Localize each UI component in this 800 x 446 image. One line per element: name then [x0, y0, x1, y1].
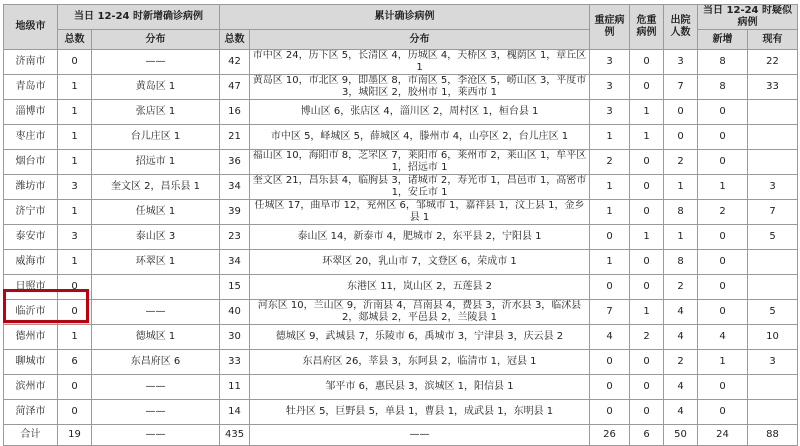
discharged-cell: 2: [664, 150, 698, 175]
cum-distribution-cell: 东港区 11，岚山区 2，五莲县 2: [250, 275, 590, 300]
cum-total-cell: 33: [220, 350, 250, 375]
current-suspect-cell: 33: [748, 75, 798, 100]
table-row: [4, 150, 798, 175]
new-distribution-cell: 泰山区 3: [92, 225, 220, 250]
severe-cell: 1: [590, 175, 630, 200]
city-cell: 枣庄市: [4, 125, 58, 150]
table-row: [4, 175, 798, 200]
new-total-cell: 0: [58, 275, 92, 300]
cum-distribution-cell: 市中区 5，峄城区 5，薛城区 4，滕州市 4，山亭区 2，台儿庄区 1: [250, 125, 590, 150]
new-total-cell: 3: [58, 175, 92, 200]
critical-cell: 0: [630, 375, 664, 400]
critical-cell: 0: [630, 350, 664, 375]
new-total-cell: 3: [58, 225, 92, 250]
new-total-cell: 1: [58, 250, 92, 275]
new-distribution-cell: 东昌府区 6: [92, 350, 220, 375]
table-row: [4, 75, 798, 100]
header-cum-total: 总数: [220, 30, 250, 50]
cum-distribution-cell: 任城区 17，曲阜市 12，兖州区 6，邹城市 1，嘉祥县 1，汶上县 1，金乡县 1: [250, 200, 590, 225]
covid-cases-table: [3, 4, 798, 446]
critical-cell: 0: [630, 75, 664, 100]
total-new-distribution-cell: ——: [92, 425, 220, 446]
new-total-cell: 0: [58, 400, 92, 425]
discharged-cell: 4: [664, 400, 698, 425]
cum-total-cell: 34: [220, 175, 250, 200]
cum-total-cell: 16: [220, 100, 250, 125]
discharged-cell: 1: [664, 175, 698, 200]
cum-distribution-cell: 黄岛区 10，市北区 9，即墨区 8，市南区 5，李沧区 5，崂山区 3，平度市 3，城阳区 2，胶州市 1，莱西市 1: [250, 75, 590, 100]
new-distribution-cell: ——: [92, 50, 220, 75]
severe-cell: 3: [590, 75, 630, 100]
table-row: [4, 200, 798, 225]
current-suspect-cell: 5: [748, 300, 798, 325]
new-total-cell: 1: [58, 75, 92, 100]
discharged-cell: 0: [664, 100, 698, 125]
critical-cell: 0: [630, 400, 664, 425]
new-suspect-cell: 0: [698, 250, 748, 275]
new-suspect-cell: 0: [698, 225, 748, 250]
cum-total-cell: 42: [220, 50, 250, 75]
new-suspect-cell: 1: [698, 175, 748, 200]
severe-cell: 1: [590, 200, 630, 225]
header-cum-distribution: 分布: [250, 30, 590, 50]
critical-cell: 2: [630, 325, 664, 350]
header-new-distribution: 分布: [92, 30, 220, 50]
table-row: [4, 50, 798, 75]
new-suspect-cell: 0: [698, 375, 748, 400]
severe-cell: 0: [590, 400, 630, 425]
severe-cell: 0: [590, 225, 630, 250]
severe-cell: 3: [590, 100, 630, 125]
current-suspect-cell: [748, 400, 798, 425]
current-suspect-cell: 7: [748, 200, 798, 225]
total-new-total-cell: 19: [58, 425, 92, 446]
critical-cell: 0: [630, 250, 664, 275]
header-severe: 重症病例: [590, 5, 630, 50]
table-row: [4, 100, 798, 125]
table-row: [4, 225, 798, 250]
new-suspect-cell: 4: [698, 325, 748, 350]
new-total-cell: 1: [58, 200, 92, 225]
current-suspect-cell: 10: [748, 325, 798, 350]
severe-cell: 0: [590, 350, 630, 375]
new-suspect-cell: 0: [698, 300, 748, 325]
cum-total-cell: 47: [220, 75, 250, 100]
current-suspect-cell: 3: [748, 175, 798, 200]
table-row: [4, 300, 798, 325]
current-suspect-cell: 5: [748, 225, 798, 250]
discharged-cell: 0: [664, 125, 698, 150]
header-discharged: 出院人数: [664, 5, 698, 50]
new-distribution-cell: [92, 275, 220, 300]
total-city-cell: 合计: [4, 425, 58, 446]
header-current-suspect: 现有: [748, 30, 798, 50]
severe-cell: 7: [590, 300, 630, 325]
cum-distribution-cell: 东昌府区 26，莘县 3，东阿县 2，临清市 1，冠县 1: [250, 350, 590, 375]
new-distribution-cell: 黄岛区 1: [92, 75, 220, 100]
current-suspect-cell: [748, 125, 798, 150]
new-suspect-cell: 0: [698, 150, 748, 175]
header-critical: 危重病例: [630, 5, 664, 50]
city-cell: 德州市: [4, 325, 58, 350]
new-distribution-cell: 德城区 1: [92, 325, 220, 350]
table-row: [4, 375, 798, 400]
cum-total-cell: 30: [220, 325, 250, 350]
discharged-cell: 3: [664, 50, 698, 75]
new-total-cell: 0: [58, 50, 92, 75]
critical-cell: 0: [630, 175, 664, 200]
cum-total-cell: 14: [220, 400, 250, 425]
city-cell: 临沂市: [4, 300, 58, 325]
table-row: [4, 350, 798, 375]
cum-distribution-cell: 德城区 9，武城县 7，乐陵市 6，禹城市 3，宁津县 3，庆云县 2: [250, 325, 590, 350]
severe-cell: 1: [590, 125, 630, 150]
total-cum-distribution-cell: ——: [250, 425, 590, 446]
new-suspect-cell: 0: [698, 125, 748, 150]
discharged-cell: 8: [664, 250, 698, 275]
table-row: [4, 325, 798, 350]
current-suspect-cell: [748, 375, 798, 400]
new-distribution-cell: 招远市 1: [92, 150, 220, 175]
new-distribution-cell: 奎文区 2，昌乐县 1: [92, 175, 220, 200]
new-suspect-cell: 2: [698, 200, 748, 225]
cum-distribution-cell: 河东区 10，兰山区 9，沂南县 4，莒南县 4，费县 3，沂水县 3，临沭县 2，郯城县 2，平邑县 2，兰陵县 1: [250, 300, 590, 325]
discharged-cell: 2: [664, 350, 698, 375]
discharged-cell: 4: [664, 375, 698, 400]
new-total-cell: 1: [58, 125, 92, 150]
cum-total-cell: 11: [220, 375, 250, 400]
severe-cell: 0: [590, 275, 630, 300]
cum-total-cell: 34: [220, 250, 250, 275]
severe-cell: 3: [590, 50, 630, 75]
header-cum-group: 累计确诊病例: [220, 5, 590, 30]
cum-distribution-cell: 环翠区 20，乳山市 7，文登区 6，荣成市 1: [250, 250, 590, 275]
cum-distribution-cell: 博山区 6，张店区 4，淄川区 2，周村区 1，桓台县 1: [250, 100, 590, 125]
total-current-suspect-cell: 88: [748, 425, 798, 446]
cum-distribution-cell: 福山区 10，海阳市 8，芝罘区 7，莱阳市 6，莱州市 2，莱山区 1，牟平区 1，招远市 1: [250, 150, 590, 175]
table-row: [4, 275, 798, 300]
cum-total-cell: 40: [220, 300, 250, 325]
critical-cell: 0: [630, 275, 664, 300]
header-new-total: 总数: [58, 30, 92, 50]
discharged-cell: 1: [664, 225, 698, 250]
critical-cell: 1: [630, 100, 664, 125]
city-cell: 聊城市: [4, 350, 58, 375]
table-row: [4, 125, 798, 150]
new-suspect-cell: 8: [698, 75, 748, 100]
city-cell: 泰安市: [4, 225, 58, 250]
new-suspect-cell: 0: [698, 275, 748, 300]
new-total-cell: 1: [58, 325, 92, 350]
critical-cell: 1: [630, 125, 664, 150]
severe-cell: 1: [590, 250, 630, 275]
total-discharged-cell: 50: [664, 425, 698, 446]
discharged-cell: 8: [664, 200, 698, 225]
city-cell: 青岛市: [4, 75, 58, 100]
total-cum-total-cell: 435: [220, 425, 250, 446]
table-row: [4, 250, 798, 275]
city-cell: 淄博市: [4, 100, 58, 125]
severe-cell: 4: [590, 325, 630, 350]
table-row: [4, 400, 798, 425]
total-row: [4, 425, 798, 446]
cum-total-cell: 15: [220, 275, 250, 300]
city-cell: 烟台市: [4, 150, 58, 175]
new-suspect-cell: 1: [698, 350, 748, 375]
table-body: [4, 50, 798, 446]
cum-distribution-cell: 牡丹区 5，巨野县 5，单县 1，曹县 1，成武县 1，东明县 1: [250, 400, 590, 425]
critical-cell: 1: [630, 225, 664, 250]
new-distribution-cell: ——: [92, 300, 220, 325]
critical-cell: 0: [630, 150, 664, 175]
new-suspect-cell: 8: [698, 50, 748, 75]
city-cell: 日照市: [4, 275, 58, 300]
header-suspect-group: 当日 12-24 时疑似病例: [698, 5, 798, 30]
header-new-group: 当日 12-24 时新增确诊病例: [58, 5, 220, 30]
header-new-suspect: 新增: [698, 30, 748, 50]
discharged-cell: 2: [664, 275, 698, 300]
city-cell: 潍坊市: [4, 175, 58, 200]
discharged-cell: 4: [664, 300, 698, 325]
city-cell: 济南市: [4, 50, 58, 75]
current-suspect-cell: 22: [748, 50, 798, 75]
city-cell: 滨州市: [4, 375, 58, 400]
city-cell: 威海市: [4, 250, 58, 275]
cum-distribution-cell: 奎文区 21，昌乐县 4，临朐县 3，诸城市 2，寿光市 1，昌邑市 1，高密市 1，安丘市 1: [250, 175, 590, 200]
discharged-cell: 7: [664, 75, 698, 100]
total-critical-cell: 6: [630, 425, 664, 446]
new-total-cell: 1: [58, 150, 92, 175]
new-total-cell: 6: [58, 350, 92, 375]
current-suspect-cell: [748, 250, 798, 275]
cum-distribution-cell: 邹平市 6，惠民县 3，滨城区 1，阳信县 1: [250, 375, 590, 400]
new-distribution-cell: ——: [92, 375, 220, 400]
total-severe-cell: 26: [590, 425, 630, 446]
cum-distribution-cell: 市中区 24，历下区 5，长清区 4，历城区 4，天桥区 3，槐荫区 1，章丘区 1: [250, 50, 590, 75]
new-distribution-cell: 环翠区 1: [92, 250, 220, 275]
new-distribution-cell: ——: [92, 400, 220, 425]
cum-total-cell: 23: [220, 225, 250, 250]
critical-cell: 0: [630, 50, 664, 75]
cum-distribution-cell: 泰山区 14，新泰市 4，肥城市 2，东平县 2，宁阳县 1: [250, 225, 590, 250]
city-cell: 济宁市: [4, 200, 58, 225]
cum-total-cell: 36: [220, 150, 250, 175]
new-distribution-cell: 任城区 1: [92, 200, 220, 225]
discharged-cell: 4: [664, 325, 698, 350]
new-distribution-cell: 台儿庄区 1: [92, 125, 220, 150]
critical-cell: 0: [630, 200, 664, 225]
current-suspect-cell: [748, 275, 798, 300]
new-suspect-cell: 0: [698, 400, 748, 425]
city-cell: 菏泽市: [4, 400, 58, 425]
severe-cell: 0: [590, 375, 630, 400]
new-total-cell: 0: [58, 375, 92, 400]
total-new-suspect-cell: 24: [698, 425, 748, 446]
current-suspect-cell: 3: [748, 350, 798, 375]
critical-cell: 1: [630, 300, 664, 325]
new-total-cell: 1: [58, 100, 92, 125]
current-suspect-cell: [748, 100, 798, 125]
header-city: 地级市: [4, 5, 58, 50]
cum-total-cell: 21: [220, 125, 250, 150]
new-suspect-cell: 0: [698, 100, 748, 125]
new-total-cell: 0: [58, 300, 92, 325]
cum-total-cell: 39: [220, 200, 250, 225]
severe-cell: 2: [590, 150, 630, 175]
current-suspect-cell: [748, 150, 798, 175]
new-distribution-cell: 张店区 1: [92, 100, 220, 125]
